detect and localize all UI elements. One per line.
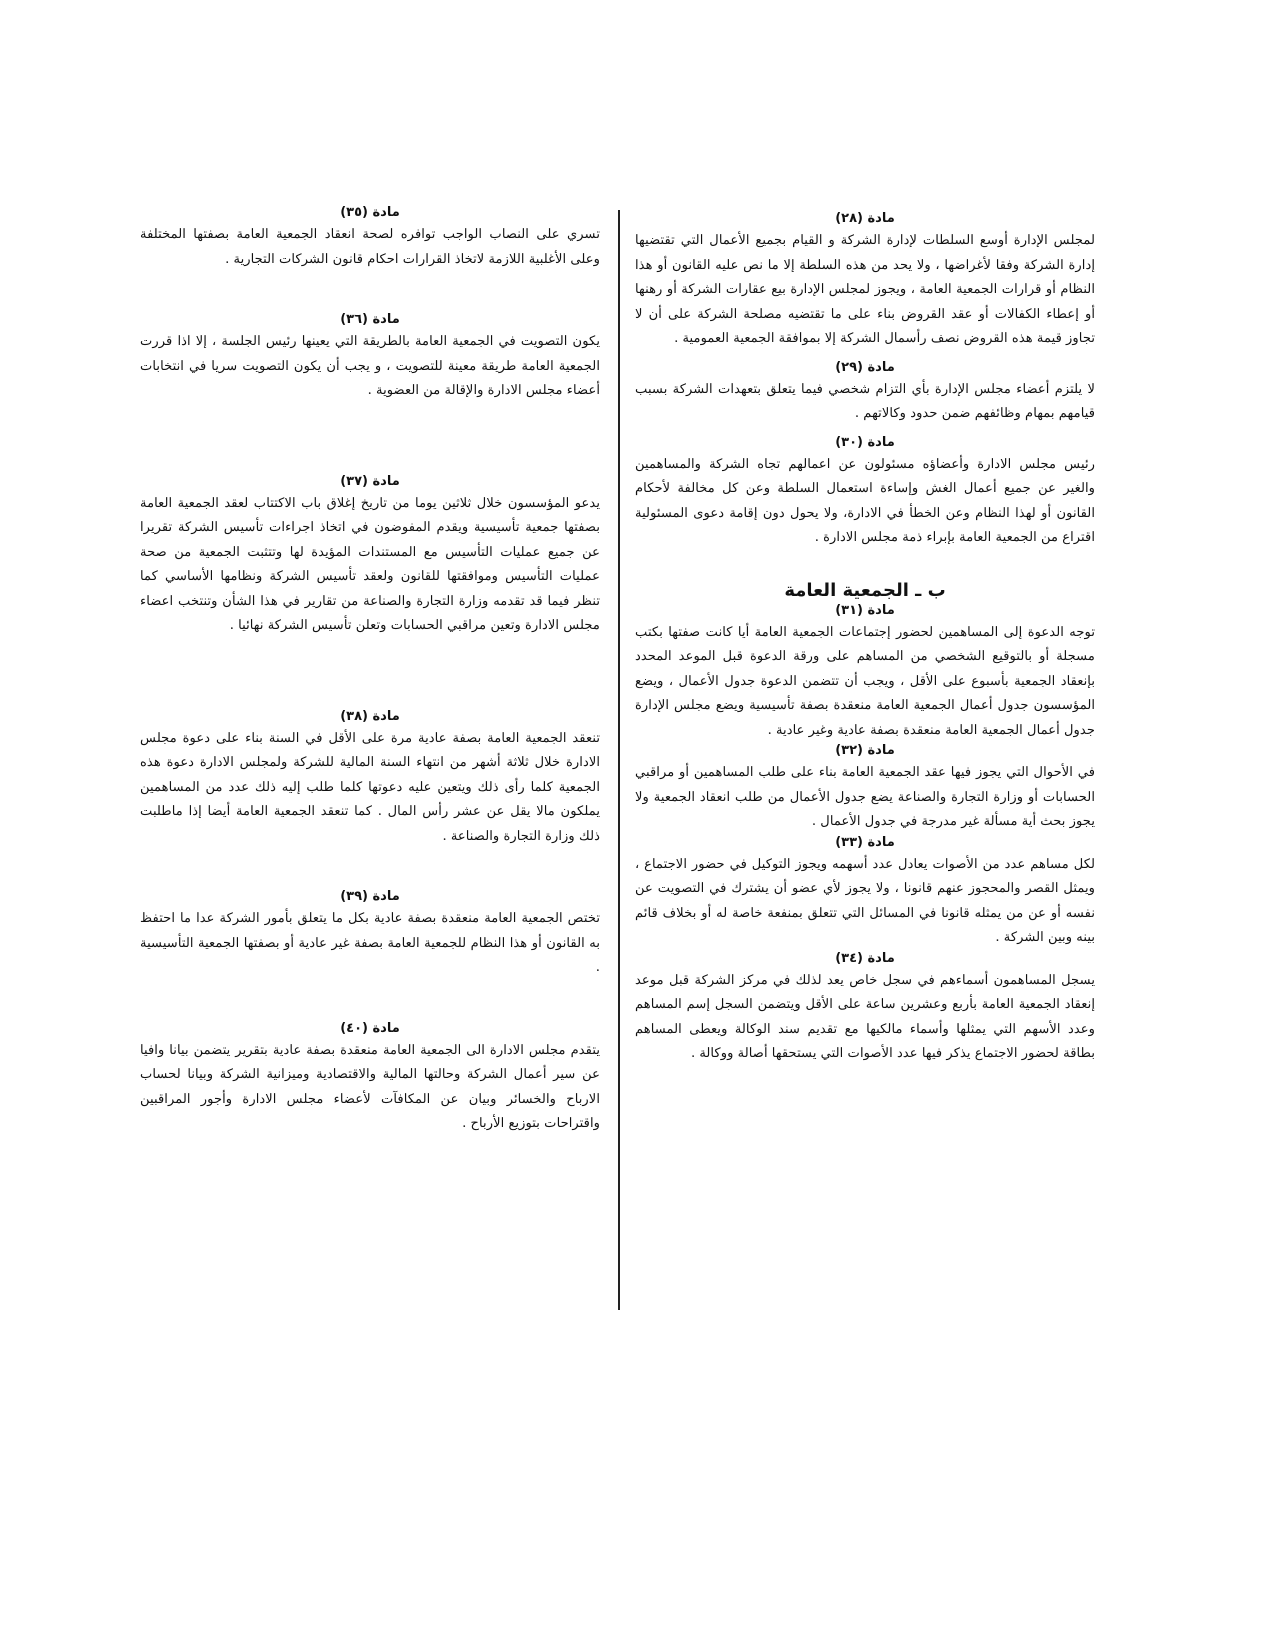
article-35-title: مادة (٣٥) (340, 205, 400, 220)
article-40 (140, 1021, 600, 1137)
article-28 (635, 211, 1095, 352)
article-34 (635, 951, 1095, 1067)
article-29-title: مادة (٢٩) (835, 359, 895, 375)
article-31 (635, 603, 1095, 744)
article-34-body: يسجل المساهمون أسماءهم في سجل خاص يعد لذلك في مركز الشركة قبل موعد إنعقاد الجمعية العامة بأربع وعشرين ساعة على الأقل ويتضمن السجل إسم المساهم وعدد الأسهم التي يمثلها وأسماء مالكيها مع تقديم سند الوكالة ويعطى المساهم بطاقة لحضور الاجتماع يذكر فيها عدد الأصوات التي يستحقها أصالة ووكالة . (635, 972, 1095, 1061)
article-29 (635, 360, 1095, 427)
column-divider (618, 210, 620, 1310)
article-38 (140, 709, 600, 850)
article-39-body: تختص الجمعية العامة منعقدة بصفة عادية بكل ما يتعلق بأمور الشركة عدا ما احتفظ به القانون أو هذا النظام للجمعية العامة بصفة غير عادية أو بصفتها الجمعية التأسيسية . (140, 911, 600, 975)
article-32 (635, 743, 1095, 835)
article-40-title: مادة (٤٠) (340, 1020, 400, 1036)
article-39-title: مادة (٣٩) (340, 889, 400, 904)
article-31-body: توجه الدعوة إلى المساهمين لحضور إجتماعات الجمعية العامة أيا كانت صفتها بكتب مسجلة أو بالتوقيع الشخصي من المساهم على ورقة الدعوة قبل الموعد المحدد بإنعقاد الجمعية بأسبوع على الأقل ، ويجب أن تتضمن الدعوة جدول الأعمال ، ويضع المؤسسون جدول أعمال الجمعية العامة منعقدة بصفة تأسيسية ويضع مجلس الإدارة جدول أعمال الجمعية العامة منعقدة بصفة عادية وغير عادية . (635, 624, 1095, 738)
article-36 (140, 312, 600, 404)
article-36-body: يكون التصويت في الجمعية العامة بالطريقة التي يعينها رئيس الجلسة ، إلا اذا قررت الجمعية العامة طريقة معينة للتصويت ، و يجب أن يكون التصويت سريا في انتخابات أعضاء مجلس الادارة والإقالة من العضوية . (140, 334, 600, 398)
section-heading-general-assembly: ب ـ الجمعية العامة (784, 579, 946, 601)
article-28-body: لمجلس الإدارة أوسع السلطات لإدارة الشركة و القيام بجميع الأعمال التي تقتضيها إدارة الشركة وفقا لأغراضها ، ولا يحد من هذه السلطة إلا ما نص عليه القانون أو هذا النظام أو قرارات الجمعية العامة ، ويجوز لمجلس الإدارة بيع عقارات الشركة أو رهنها أو إعطاء الكفالات أو عقد القروض بناء على ما تقتضيه مصلحة الشركة على أن لا تجاوز قيمة هذه القروض نصف رأسمال الشركة إلا بموافقة الجمعية العمومية . (635, 233, 1095, 346)
article-38-body: تنعقد الجمعية العامة بصفة عادية مرة على الأقل في السنة بناء على دعوة مجلس الادارة خلال ثلاثة أشهر من انتهاء السنة المالية للشركة ولمجلس الادارة دعوة هذه الجمعية كلما رأى ذلك ويتعين عليه دعوتها كلما طلب إليه ذلك عدد من المساهمين يملكون مالا يقل عن عشر رأس المال . كما تنعقد الجمعية العامة أيضا إذا ماطلبت ذلك وزارة التجارة والصناعة . (140, 730, 600, 844)
article-37-title: مادة (٣٧) (340, 473, 400, 489)
article-32-body: في الأحوال التي يجوز فيها عقد الجمعية العامة بناء على طلب المساهمين أو مراقبي الحسابات أو وزارة التجارة والصناعة يضع جدول الأعمال من طلب انعقاد الجمعية ولا يجوز بحث أية مسألة غير مدرجة في جدول الأعمال . (635, 765, 1095, 829)
article-30-body: رئيس مجلس الادارة وأعضاؤه مسئولون عن اعمالهم تجاه الشركة والمساهمين والغير عن جميع أعمال الغش وإساءة استعمال السلطة وعن كل مخالفة لأحكام القانون أو لهذا النظام وعن الخطأ في الادارة، ولا يحول دون إقامة دعوى المسئولية اقتراع من الجمعية العامة بإبراء ذمة مجلس الادارة . (635, 456, 1095, 545)
article-40-body: يتقدم مجلس الادارة الى الجمعية العامة منعقدة بصفة عادية بتقرير يتضمن بيانا وافيا عن سير أعمال الشركة وحالتها المالية والاقتصادية وميزانية الشركة وبيانا لحساب الارباح والخسائر وبيان عن المكافآت لأعضاء مجلس الادارة وأجور المراقبين واقتراحات بتوزيع الأرباح . (140, 1042, 600, 1131)
article-28-title: مادة (٢٨) (835, 211, 895, 226)
article-33 (635, 835, 1095, 951)
article-39 (140, 889, 600, 981)
article-30-title: مادة (٣٠) (835, 434, 895, 450)
article-33-title: مادة (٣٣) (835, 834, 895, 850)
article-33-body: لكل مساهم عدد من الأصوات يعادل عدد أسهمه ويجوز التوكيل في حضور الاجتماع ، ويمثل القصر والمحجوز عنهم قانونا ، ولا يجوز لأي عضو أن يشترك في التصويت عن نفسه أو عن من يمثله قانونا في المسائل التي تتعلق بمنفعة خاصة له أو بخلاف قائم بينه وبين الشركة . (635, 856, 1095, 945)
article-36-title: مادة (٣٦) (340, 312, 400, 327)
article-31-title: مادة (٣١) (835, 602, 895, 618)
article-35-body: تسري على النصاب الواجب توافره لصحة انعقاد الجمعية العامة بصفتها المختلفة وعلى الأغلبية اللازمة لاتخاذ القرارات احكام قانون الشركات التجارية . (140, 227, 600, 267)
article-35 (140, 205, 600, 272)
article-37 (140, 474, 600, 639)
article-38-title: مادة (٣٨) (340, 708, 400, 724)
article-34-title: مادة (٣٤) (835, 950, 895, 966)
right-column (635, 205, 1095, 1067)
article-30 (635, 435, 1095, 551)
article-32-title: مادة (٣٢) (835, 743, 895, 758)
left-column (140, 205, 600, 1137)
article-37-body: يدعو المؤسسون خلال ثلاثين يوما من تاريخ إغلاق باب الاكتتاب لعقد الجمعية العامة بصفتها جمعية تأسيسية ويقدم المفوضون في اتخاذ اجراءات تأسيس الشركة تقريرا عن جميع عمليات التأسيس مع المستندات المؤيدة لها وتتثبت الجمعية من صحة عمليات التأسيس وموافقتها للقانون ولعقد تأسيس الشركة ونظامها الأساسي كما تنظر فيما قد تقدمه وزارة التجارة والصناعة من تقارير في هذا الشأن وتنتخب اعضاء مجلس الادارة وتعين مراقبي الحسابات وتعلن تأسيس الشركة نهائيا . (140, 495, 600, 633)
article-29-body: لا يلتزم أعضاء مجلس الإدارة بأي التزام شخصي فيما يتعلق بتعهدات الشركة بسبب قيامهم بمهام وظائفهم ضمن حدود وكالاتهم . (635, 381, 1095, 421)
